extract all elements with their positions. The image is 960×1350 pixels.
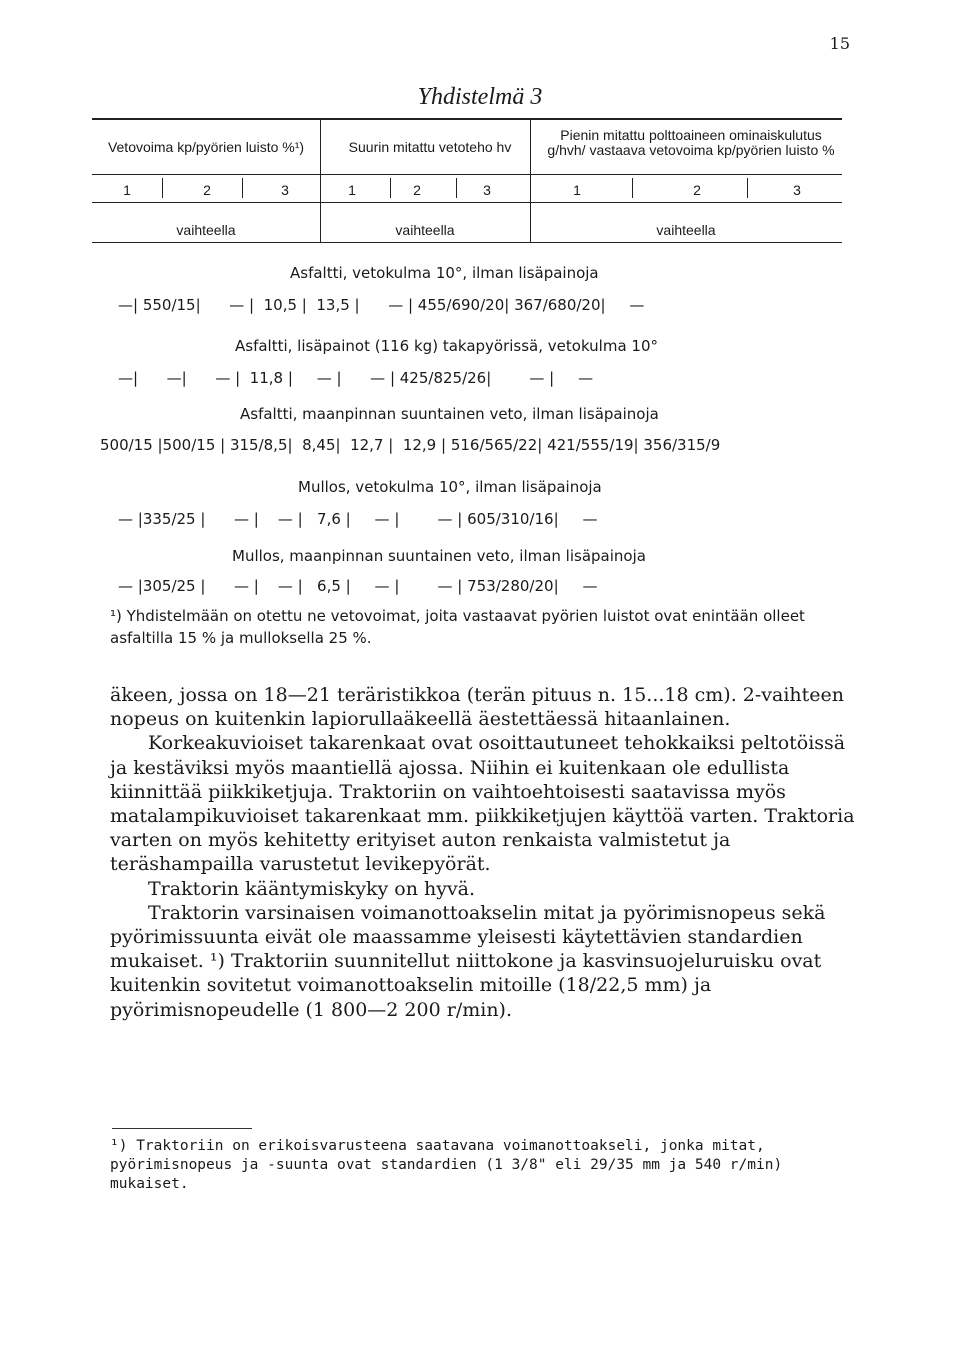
col-header-tractive-force: Vetovoima kp/pyörien luisto %¹) [107, 139, 305, 155]
section-title: Mullos, maanpinnan suuntainen veto, ilman lisäpainoja [232, 547, 646, 565]
col-header-power: Suurin mitattu vetoteho hv [348, 139, 512, 155]
col-header-fuel-consumption: Pienin mitattu polttoaineen ominaiskulutus g/hvh/ vastaava vetovoima kp/pyörien luisto % [547, 127, 835, 158]
footnote-separator [112, 1128, 252, 1129]
gear-label: vaihteella [395, 222, 455, 238]
gear-rule [92, 202, 842, 203]
gear-number: 1 [348, 182, 356, 198]
paragraph: Traktorin varsinaisen voimanottoakselin mitat ja pyörimisnopeus sekä pyörimissuunta eivät ole maassamme yleisesti käytettävien standardien mukaiset. ¹) Traktoriin suunnitellut niittokone ja kasvinsuojeluruisku ovat kuitenkin sovitetut voimanottoakselin mitoille (18/22,5 mm) ja pyörimisnopeudelle (1 800—2 200 r/min). [110, 901, 826, 1021]
section-title: Asfaltti, vetokulma 10°, ilman lisäpainoja [290, 264, 599, 282]
gear-label: vaihteella [656, 222, 716, 238]
gear-divider [632, 178, 633, 198]
page-number: 15 [829, 34, 850, 53]
gear-number: 1 [573, 182, 581, 198]
body-text [110, 683, 855, 1022]
table-caption: Yhdistelmä 3 [417, 84, 543, 110]
subheader-rule [92, 242, 842, 243]
table-top-rule [92, 118, 842, 120]
gear-number: 3 [281, 182, 289, 198]
section-title: Asfaltti, lisäpainot (116 kg) takapyörissä, vetokulma 10° [235, 337, 658, 355]
section-title: Asfaltti, maanpinnan suuntainen veto, ilman lisäpainoja [240, 405, 659, 423]
table-row: —| 550/15| — | 10,5 | 13,5 | — | 455/690/20| 367/680/20| — [118, 296, 645, 314]
paragraph: Korkeakuvioiset takarenkaat ovat osoittautuneet tehokkaiksi peltotöissä ja kestäviksi myös maantiellä ajossa. Niihin ei kuitenkaan ole edullista kiinnittää piikkiketjuja. Traktoriin on vaihtoehtoisesti saatavissa myös matalampikuvioiset takarenkaat mm. piikkiketjujen käyttöä varten. Traktoria varten on myös kehitetty erityiset auton renkaista valmistetut ja teräshampailla varustetut levikepyörät. [110, 732, 855, 876]
gear-number: 2 [413, 182, 421, 198]
gear-divider [242, 178, 243, 198]
gear-label: vaihteella [176, 222, 236, 238]
gear-number: 3 [483, 182, 491, 198]
gear-number: 2 [693, 182, 701, 198]
table-row: 500/15 |500/15 | 315/8,5| 8,45| 12,7 | 12,9 | 516/565/22| 421/555/19| 356/315/9 [100, 436, 721, 454]
gear-divider [390, 178, 391, 198]
table-row: —| —| — | 11,8 | — | — | 425/825/26| — | — [118, 369, 594, 387]
gear-divider [747, 178, 748, 198]
gear-number: 1 [123, 182, 131, 198]
header-rule [92, 174, 842, 175]
gear-number: 2 [203, 182, 211, 198]
gear-number: 3 [793, 182, 801, 198]
gear-divider [162, 178, 163, 198]
page-footnote: ¹) Traktoriin on erikoisvarusteena saatavana voimanottoakseli, jonka mitat, pyörimisnopeus ja -suunta ovat standardien (1 3/8" eli 29/35 mm ja 540 r/min) mukaiset. [110, 1138, 783, 1192]
paragraph: äkeen, jossa on 18—21 teräristikkoa (terän pituus n. 15...18 cm). 2-vaihteen nopeus on kuitenkin lapiorullaäkeellä äestettäessä hitaanlainen. [110, 684, 845, 731]
section-title: Mullos, vetokulma 10°, ilman lisäpainoja [298, 478, 602, 496]
paragraph: Traktorin kääntymiskyky on hyvä. [148, 877, 476, 900]
gear-divider [456, 178, 457, 198]
table-row: — |335/25 | — | — | 7,6 | — | — | 605/310/16| — [118, 510, 598, 528]
table-row: — |305/25 | — | — | 6,5 | — | — | 753/280/20| — [118, 577, 598, 595]
table-footnote: ¹) Yhdistelmään on otettu ne vetovoimat, joita vastaavat pyörien luistot ovat enintään olleet asfaltilla 15 % ja mulloksella 25 %. [110, 607, 805, 647]
